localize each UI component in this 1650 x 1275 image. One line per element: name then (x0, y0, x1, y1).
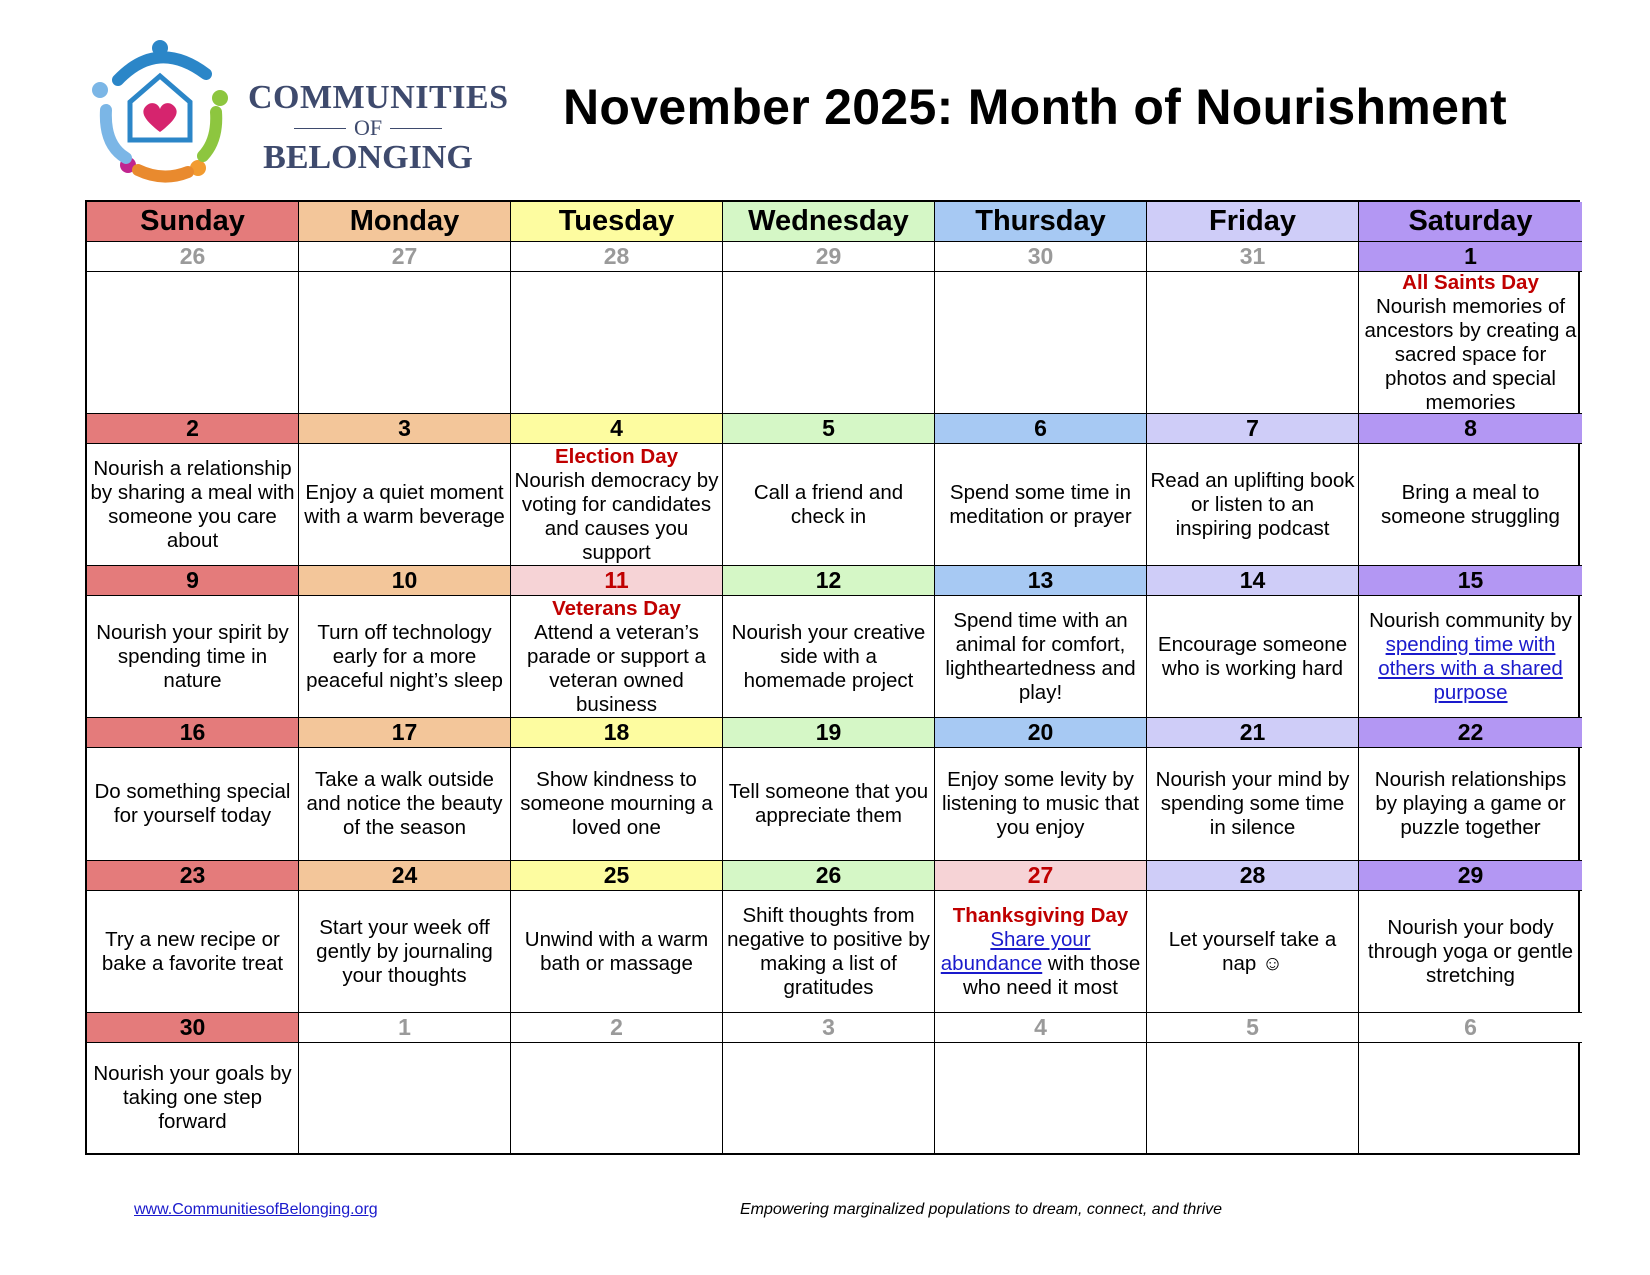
activity-text: Show kindness to someone mourning a loved one (520, 768, 713, 839)
date-number: 12 (723, 566, 935, 596)
date-number: 20 (935, 718, 1147, 748)
date-number: 5 (1147, 1013, 1359, 1043)
activity-text: Enjoy a quiet moment with a warm beverage (304, 480, 505, 528)
activity-text: Nourish your spirit by spending time in nature (96, 620, 289, 692)
day-cell (723, 272, 935, 414)
day-cell (1147, 748, 1359, 861)
date-number: 19 (723, 718, 935, 748)
day-cell (1147, 444, 1359, 566)
holiday-name: All Saints Day (1402, 270, 1539, 294)
day-cell (299, 891, 511, 1013)
activity-text: Start your week off gently by journaling your thoughts (316, 915, 493, 987)
date-number: 26 (87, 242, 299, 272)
website-link[interactable]: www.CommunitiesofBelonging.org (134, 1201, 378, 1218)
date-number: 30 (935, 242, 1147, 272)
activity-text: Call a friend and check in (753, 480, 904, 528)
weekday-header-monday: Monday (299, 202, 511, 242)
day-cell (299, 272, 511, 414)
activity-text: Spend time with an animal for comfort, lightheartedness and play! (945, 608, 1136, 704)
activity-text: Nourish relationships by playing a game or puzzle together (1374, 768, 1567, 839)
weekday-header-saturday: Saturday (1359, 202, 1582, 242)
day-cell (299, 444, 511, 566)
holiday-name: Thanksgiving Day (952, 903, 1129, 927)
activity-text: Attend a veteran’s parade or support a veteran owned business (527, 620, 706, 716)
date-number: 3 (299, 414, 511, 444)
activity-text: Take a walk outside and notice the beauty of the season (306, 768, 503, 839)
activity-text-lead: Nourish community by (1369, 608, 1572, 632)
date-number: 27 (935, 861, 1147, 891)
date-number: 21 (1147, 718, 1359, 748)
activity-text (938, 928, 1143, 1000)
weekday-header-thursday: Thursday (935, 202, 1147, 242)
logo-of-text: OF (353, 115, 383, 140)
date-number: 6 (1359, 1013, 1582, 1043)
logo-line-communities: COMMUNITIES (248, 79, 509, 116)
day-cell (1147, 272, 1359, 414)
day-cell (511, 596, 723, 718)
date-number: 26 (723, 861, 935, 891)
date-number: 29 (723, 242, 935, 272)
activity-text: Turn off technology early for a more peaceful night’s sleep (306, 620, 503, 692)
activity-text: Nourish democracy by voting for candidates and causes you support (514, 468, 719, 564)
activity-text: Unwind with a warm bath or massage (524, 927, 709, 975)
activity-text: Spend some time in meditation or prayer (949, 480, 1132, 528)
date-number: 6 (935, 414, 1147, 444)
weekday-header-tuesday: Tuesday (511, 202, 723, 242)
date-number: 4 (511, 414, 723, 444)
date-number: 30 (87, 1013, 299, 1043)
activity-text: Shift thoughts from negative to positive by making a list of gratitudes (727, 903, 930, 999)
activity-text: Try a new recipe or bake a favorite treat (101, 927, 284, 975)
day-cell (1147, 1043, 1359, 1153)
logo-emblem-icon (88, 40, 238, 185)
day-cell (87, 1043, 299, 1153)
weekday-header-friday: Friday (1147, 202, 1359, 242)
day-cell (87, 444, 299, 566)
day-cell (935, 272, 1147, 414)
date-number: 4 (935, 1013, 1147, 1043)
day-cell (511, 748, 723, 861)
date-number: 1 (299, 1013, 511, 1043)
activity-text: Read an uplifting book or listen to an inspiring podcast (1150, 468, 1355, 540)
day-cell (1359, 596, 1582, 718)
activity-text (1362, 609, 1579, 705)
date-number: 15 (1359, 566, 1582, 596)
weekday-header-wednesday: Wednesday (723, 202, 935, 242)
logo-line-of (248, 116, 488, 140)
day-cell (935, 444, 1147, 566)
date-number: 31 (1147, 242, 1359, 272)
activity-text: Nourish your body through yoga or gentle stretching (1367, 915, 1574, 987)
activity-text: Nourish a relationship by sharing a meal with someone you care about (90, 456, 295, 552)
date-number: 2 (511, 1013, 723, 1043)
day-cell (935, 748, 1147, 861)
date-number: 18 (511, 718, 723, 748)
day-cell (1359, 891, 1582, 1013)
date-number: 24 (299, 861, 511, 891)
day-cell (1359, 1043, 1582, 1153)
activity-text: Encourage someone who is working hard (1157, 632, 1348, 680)
date-number: 11 (511, 566, 723, 596)
day-cell (511, 891, 723, 1013)
day-cell (299, 748, 511, 861)
date-number: 13 (935, 566, 1147, 596)
logo (88, 40, 509, 185)
day-cell (1359, 748, 1582, 861)
activity-text: Nourish your creative side with a homemade project (731, 620, 926, 692)
activity-text: Tell someone that you appreciate them (728, 780, 929, 827)
date-number: 23 (87, 861, 299, 891)
day-cell (1147, 596, 1359, 718)
day-cell (87, 596, 299, 718)
date-number: 25 (511, 861, 723, 891)
holiday-name: Veterans Day (552, 596, 681, 620)
day-cell (1359, 444, 1582, 566)
date-number: 5 (723, 414, 935, 444)
calendar-grid (85, 200, 1580, 1155)
activity-link[interactable]: Share your abundance (940, 927, 1091, 975)
date-number: 8 (1359, 414, 1582, 444)
date-number: 9 (87, 566, 299, 596)
date-number: 10 (299, 566, 511, 596)
day-cell (1359, 272, 1582, 414)
date-number: 14 (1147, 566, 1359, 596)
activity-text: Do something special for yourself today (94, 780, 291, 827)
logo-line-belonging: BELONGING (263, 139, 473, 176)
activity-text: Let yourself take a nap ☺ (1168, 927, 1337, 975)
activity-text: Nourish memories of ancestors by creating a sacred space for photos and special memories (1364, 294, 1577, 414)
activity-text: Enjoy some levity by listening to music that you enjoy (941, 768, 1140, 839)
day-cell (723, 444, 935, 566)
activity-link[interactable]: spending time with others with a shared purpose (1378, 632, 1563, 704)
day-cell (511, 444, 723, 566)
day-cell (935, 1043, 1147, 1153)
page-title: November 2025: Month of Nourishment (563, 79, 1507, 135)
day-cell (1147, 891, 1359, 1013)
activity-text: Bring a meal to someone struggling (1381, 480, 1560, 528)
date-number: 7 (1147, 414, 1359, 444)
day-cell (299, 1043, 511, 1153)
day-cell (723, 1043, 935, 1153)
day-cell (723, 891, 935, 1013)
activity-text: Nourish your mind by spending some time in silence (1155, 768, 1350, 839)
day-cell (723, 596, 935, 718)
day-cell (511, 1043, 723, 1153)
date-number: 1 (1359, 242, 1582, 272)
date-number: 3 (723, 1013, 935, 1043)
day-cell (87, 272, 299, 414)
date-number: 17 (299, 718, 511, 748)
logo-wordmark (248, 79, 509, 176)
date-number: 29 (1359, 861, 1582, 891)
day-cell (87, 891, 299, 1013)
day-cell (935, 596, 1147, 718)
date-number: 28 (511, 242, 723, 272)
day-cell (511, 272, 723, 414)
activity-text-tail: with those who need it most (963, 951, 1141, 999)
date-number: 27 (299, 242, 511, 272)
day-cell (299, 596, 511, 718)
activity-text: Nourish your goals by taking one step forward (93, 1062, 292, 1133)
day-cell (723, 748, 935, 861)
tagline: Empowering marginalized populations to dream, connect, and thrive (740, 1201, 1223, 1218)
date-number: 28 (1147, 861, 1359, 891)
day-cell (935, 891, 1147, 1013)
date-number: 22 (1359, 718, 1582, 748)
holiday-name: Election Day (554, 444, 679, 468)
day-cell (87, 748, 299, 861)
weekday-header-sunday: Sunday (87, 202, 299, 242)
date-number: 16 (87, 718, 299, 748)
date-number: 2 (87, 414, 299, 444)
